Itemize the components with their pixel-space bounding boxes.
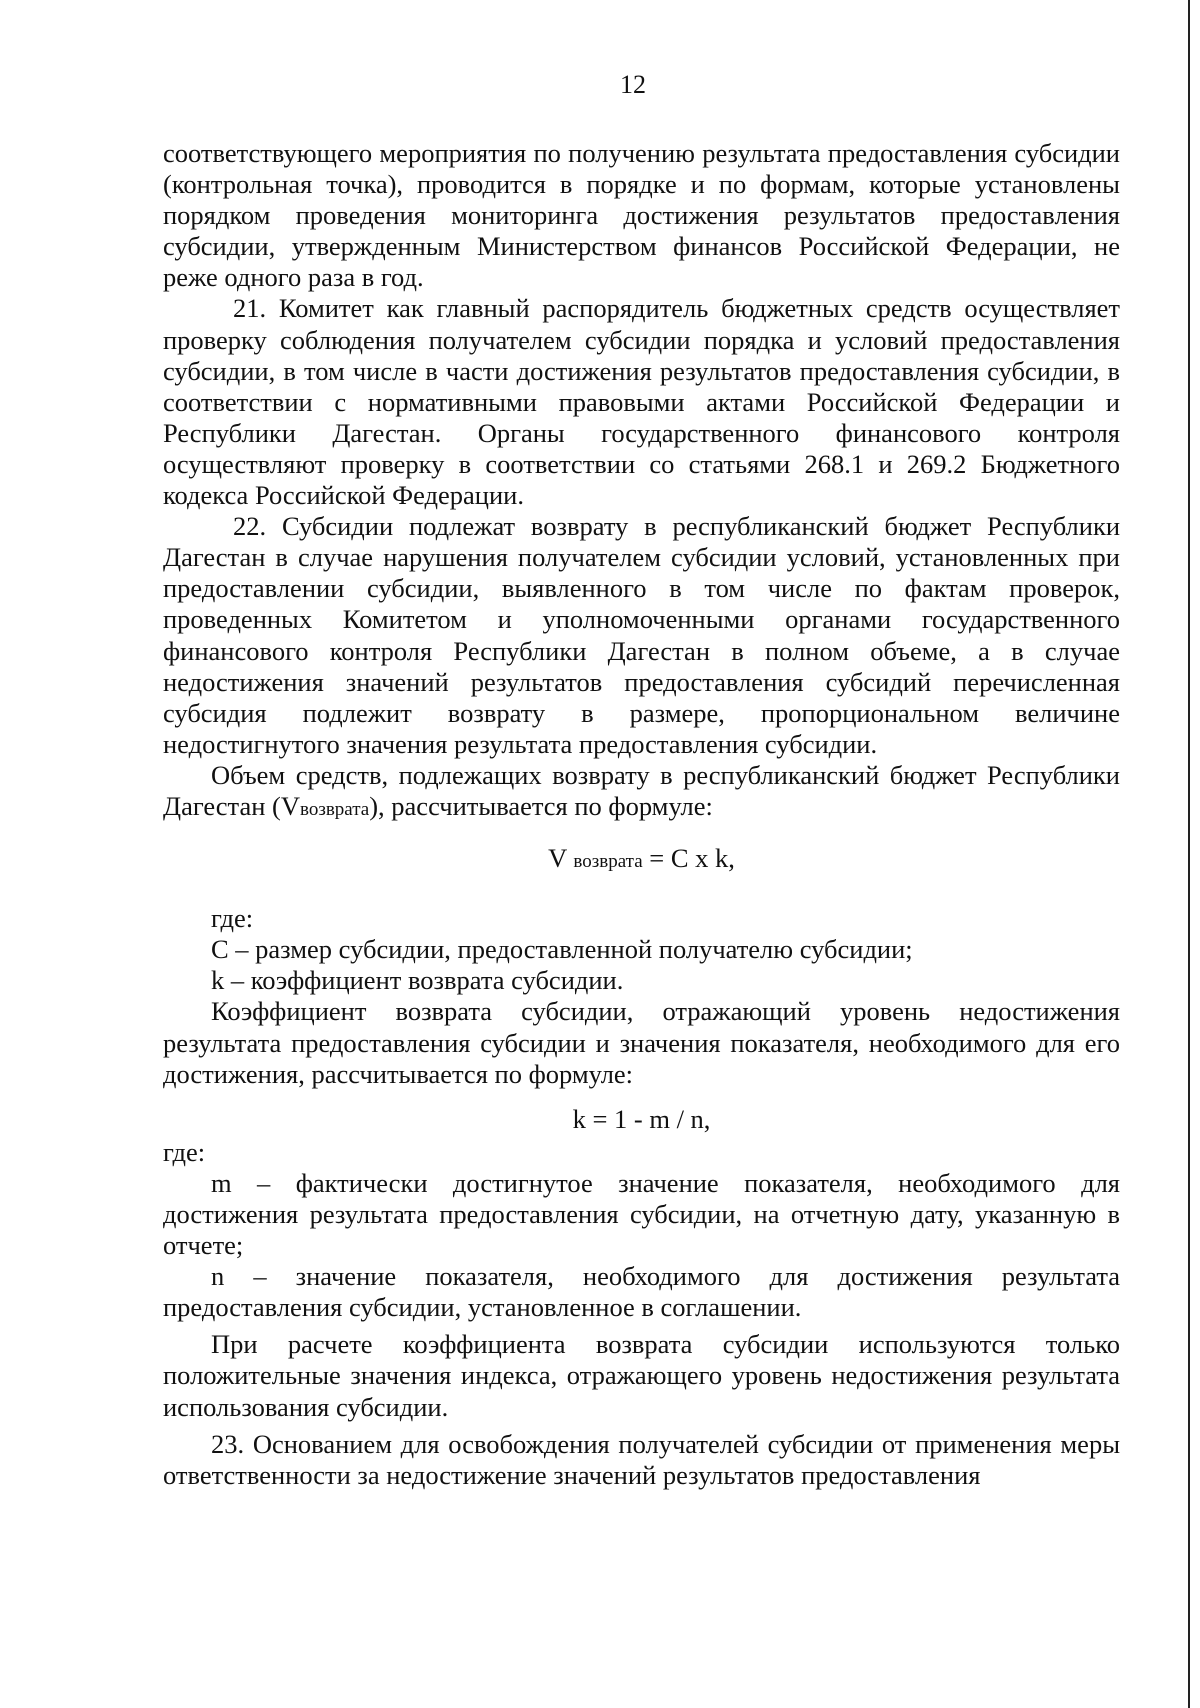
definition-m: m – фактически достигнутое значение показателя, необходимого для достижения результата предоставления субсидии, на отчетную дату, указанную в отчете;: [163, 1167, 1120, 1261]
paragraph-volume-intro: [163, 760, 1120, 825]
formula1-rest: = C x k,: [642, 843, 735, 874]
definition-n: n – значение показателя, необходимого для достижения результата предоставления субсидии, установленное в соглашении.: [163, 1261, 1120, 1323]
paragraph-continuation: соответствующего мероприятия по получению результата предоставления субсидии (контрольная точка), проводится в порядке и по формам, которые установлены порядком проведения мониторинга достижения результатов предоставления субсидии, утвержденным Министерством финансов Российской Федерации, не реже одного раза в год.: [163, 138, 1120, 293]
paragraph-coefficient-intro: Коэффициент возврата субсидии, отражающий уровень недостижения результата предоставления субсидии и значения показателя, необходимого для его достижения, рассчитывается по формуле:: [163, 996, 1120, 1089]
definition-k: k – коэффициент возврата субсидии.: [211, 965, 624, 996]
formula-k: k = 1 - m / n,: [572, 1103, 711, 1134]
formula1-subscript: возврата: [573, 851, 643, 873]
where-label-1: где:: [211, 903, 254, 934]
document-body: [163, 138, 1120, 1491]
paragraph-21: 21. Комитет как главный распорядитель бюджетных средств осуществляет проверку соблюдения получателем субсидии порядка и условий предоставления субсидии, в том числе в части достижения результатов предоставления субсидии, в соответствии с нормативными правовыми актами Российской Федерации и Республики Дагестан. Органы государственного финансового контроля осуществляют проверку в соответствии со статьями 268.1 и 269.2 Бюджетного кодекса Российской Федерации.: [163, 293, 1120, 511]
paragraph-22: 22. Субсидии подлежат возврату в республиканский бюджет Республики Дагестан в случае нарушения получателем субсидии условий, установленных при предоставлении субсидии, выявленного в том числе по фактам проверок, проведенных Комитетом и уполномоченными органами государственного финансового контроля Республики Дагестан в полном объеме, а в случае недостижения значений результатов предоставления субсидий перечисленная субсидия подлежит возврату в размере, пропорциональном величине недостигнутого значения результата предоставления субсидии.: [163, 511, 1120, 759]
where-label-2: где:: [163, 1136, 206, 1167]
paragraph-calc-note: При расчете коэффициента возврата субсидии используются только положительные значения индекса, отражающего уровень недостижения результата использования субсидии.: [163, 1329, 1120, 1422]
volume-intro-text-a: Объем средств, подлежащих возврату в республиканский бюджет Республики Дагестан (V: [163, 759, 1120, 821]
formula1-v: V: [548, 843, 574, 874]
definition-c: C – размер субсидии, предоставленной получателю субсидии;: [211, 934, 913, 965]
formula-v-return: [163, 843, 1120, 877]
scan-edge-line: [1188, 0, 1190, 1708]
volume-intro-text-b: ), рассчитывается по формуле:: [369, 790, 713, 821]
paragraph-23: 23. Основанием для освобождения получателей субсидии от применения меры ответственности за недостижение значений результатов предоставления: [163, 1428, 1120, 1490]
page-number: 12: [620, 70, 646, 99]
volume-intro-subscript: возврата: [299, 798, 370, 820]
